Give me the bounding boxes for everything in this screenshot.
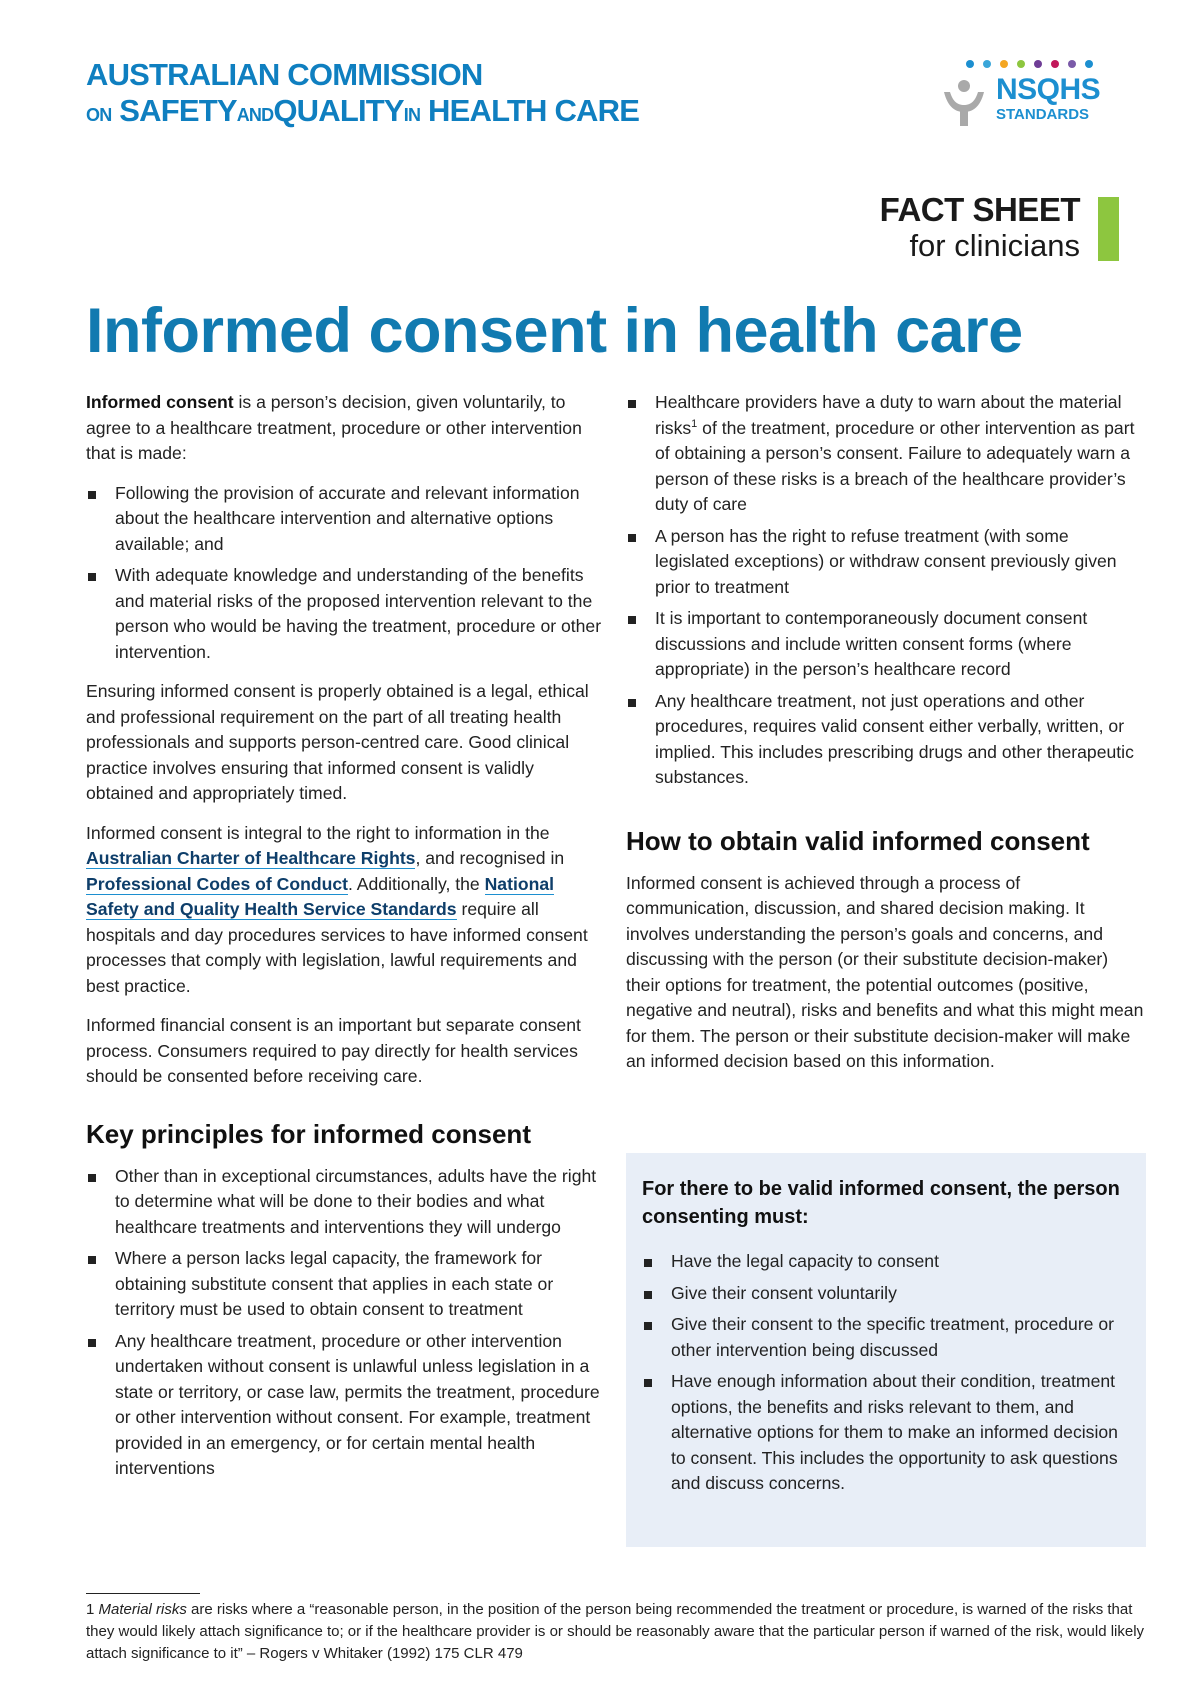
duties-bullet-list (626, 390, 1146, 791)
list-item: It is important to contemporaneously document consent discussions and include written consent forms (where appropriate) in the person’s healthcare record (626, 606, 1146, 683)
list-item: With adequate knowledge and understanding of the benefits and material risks of the proposed intervention relevant to the person who would be having the treatment, procedure or other intervention. (86, 563, 606, 665)
nsqhs-dot (1051, 60, 1059, 68)
nsqhs-subtitle: STANDARDS (996, 106, 1090, 123)
list-item (626, 390, 1146, 518)
list-item: Following the provision of accurate and relevant information about the healthcare intervention and alternative options available; and (86, 481, 606, 558)
audience-label: for clinicians (909, 228, 1080, 263)
footnote-number: 1 (86, 1601, 99, 1618)
left-column (86, 390, 606, 1496)
how-to-heading: How to obtain valid informed consent (626, 825, 1090, 856)
list-item: Where a person lacks legal capacity, the framework for obtaining substitute consent that applies in each state or territory must be used to obtain consent to treatment (86, 1246, 606, 1323)
footnote-divider (86, 1593, 200, 1594)
list-item: Have the legal capacity to consent (642, 1249, 1126, 1275)
logo-word-quality: QUALITY (273, 93, 404, 128)
nsqhs-dot (1034, 60, 1042, 68)
codes-of-conduct-link[interactable]: Professional Codes of Conduct (86, 873, 348, 894)
how-to-paragraph: Informed consent is achieved through a process of communication, discussion, and shared decision making. It involves understanding the person’s goals and concerns, and discussing with the person (or their substitute decision-maker) their options for treatment, the potential outcomes (positive, negative and neutral), risks and benefits and what this might mean for them. The person or their substitute decision-maker will make an informed decision based on this information. (626, 872, 1144, 1071)
right-column (626, 390, 1146, 1089)
list-item: Give their consent voluntarily (642, 1281, 1126, 1307)
fact-sheet-heading: FACT SHEET (879, 191, 1080, 228)
list-item: Have enough information about their condition, treatment options, the benefits and risks relevant to them, and alternative options for them to make an informed decision to consent. This includes the opportunity to ask questions and discuss concerns. (642, 1369, 1126, 1497)
logo-word-health-care: HEALTH CARE (428, 93, 640, 128)
footnote (86, 1599, 1146, 1665)
intro-text: is a person’s decision, given voluntarily, to agree to a healthcare treatment, procedure or other intervention that is made: (86, 392, 582, 463)
logo-word-safety: SAFETY (119, 93, 237, 128)
page-title: Informed consent in health care (86, 296, 1023, 366)
logo-line-2 (86, 92, 639, 134)
commission-logo (86, 58, 639, 134)
footnote-text: are risks where a “reasonable person, in the position of the person being recommended the treatment or procedure, is warned of the risks that they would likely attach significance to; or if the healthcare provider is or should be reasonably aware that the particular person if warned of the risk, would likely attach significance to it” – Rogers v Whitaker (1992) 175 CLR 479 (86, 1601, 1145, 1662)
rights-text-3: . Additionally, the (347, 873, 485, 894)
nsqhs-standards-link[interactable]: National Safety and Quality Health Service Standards (86, 873, 554, 919)
list-item: A person has the right to refuse treatment (with some legislated exceptions) or withdraw consent previously given prior to treatment (626, 524, 1146, 601)
accent-bar (1098, 197, 1119, 261)
rights-paragraph (86, 821, 606, 1000)
intro-term: Informed consent (86, 392, 234, 412)
list-item: Any healthcare treatment, not just operations and other procedures, requires valid consent either verbally, written, or implied. This includes prescribing drugs and other therapeutic substances. (626, 689, 1146, 791)
key-principles-list (86, 1164, 606, 1482)
logo-word-in: IN (403, 105, 421, 125)
nsqhs-dot (1068, 60, 1076, 68)
intro-paragraph (86, 390, 606, 467)
logo-word-on: ON (86, 105, 112, 125)
nsqhs-dot (1017, 60, 1025, 68)
nsqhs-dots (966, 60, 1093, 68)
list-item: Other than in exceptional circumstances, adults have the right to determine what will be done to their bodies and what healthcare treatments and interventions they will undergo (86, 1164, 606, 1241)
nsqhs-dot (983, 60, 991, 68)
footnote-marker: 1 (691, 417, 698, 430)
intro-bullet-list (86, 481, 606, 666)
charter-link[interactable]: Australian Charter of Healthcare Rights (86, 848, 416, 868)
person-figure-icon (940, 72, 992, 128)
legal-paragraph: Ensuring informed consent is properly obtained is a legal, ethical and professional requirement on the part of all treating health professionals and supports person-centred care. Good clinical practice involves ensuring that informed consent is validly obtained and appropriately timed. (86, 681, 589, 803)
valid-consent-body (642, 1249, 1126, 1497)
footnote-term: Material risks (98, 1601, 187, 1618)
rights-text-2: , and recognised in (415, 848, 565, 868)
material-risks-text: Healthcare providers have a duty to warn about the material risks (655, 392, 1122, 438)
duty-of-care-text: of the treatment, procedure or other intervention as part of obtaining a person’s consent. Failure to adequately warn a person of these risks is a breach of the healthcare provider’s duty of care (655, 417, 1135, 514)
valid-consent-heading: For there to be valid informed consent, the person consenting must: (642, 1178, 1120, 1228)
rights-text-1: Informed consent is integral to the right to information in the (86, 822, 550, 843)
list-item: Give their consent to the specific treatment, procedure or other intervention being discussed (642, 1312, 1126, 1363)
list-item: Any healthcare treatment, procedure or other intervention undertaken without consent is unlawful unless legislation in a state or territory, or case law, permits the treatment, procedure or other intervention without consent. For example, treatment provided in an emergency, or for certain mental health interventions (86, 1329, 606, 1482)
fact-sheet-label (880, 192, 1080, 264)
nsqhs-dot (1085, 60, 1093, 68)
rights-text-4: require all hospitals and day procedures services to have informed consent processes that comply with legislation, lawful requirements and best practice. (86, 899, 588, 996)
nsqhs-dot (1000, 60, 1008, 68)
nsqhs-dot (966, 60, 974, 68)
logo-word-and: AND (236, 105, 274, 125)
financial-consent-paragraph: Informed financial consent is an important but separate consent process. Consumers required to pay directly for health services should be consented before receiving care. (86, 1015, 581, 1086)
valid-consent-box (626, 1153, 1146, 1547)
valid-consent-list (642, 1249, 1126, 1497)
nsqhs-name: NSQHS (996, 73, 1101, 106)
logo-line-1: AUSTRALIAN COMMISSION (86, 57, 483, 92)
nsqhs-standards-logo (940, 60, 1120, 130)
key-principles-heading: Key principles for informed consent (86, 1118, 531, 1149)
